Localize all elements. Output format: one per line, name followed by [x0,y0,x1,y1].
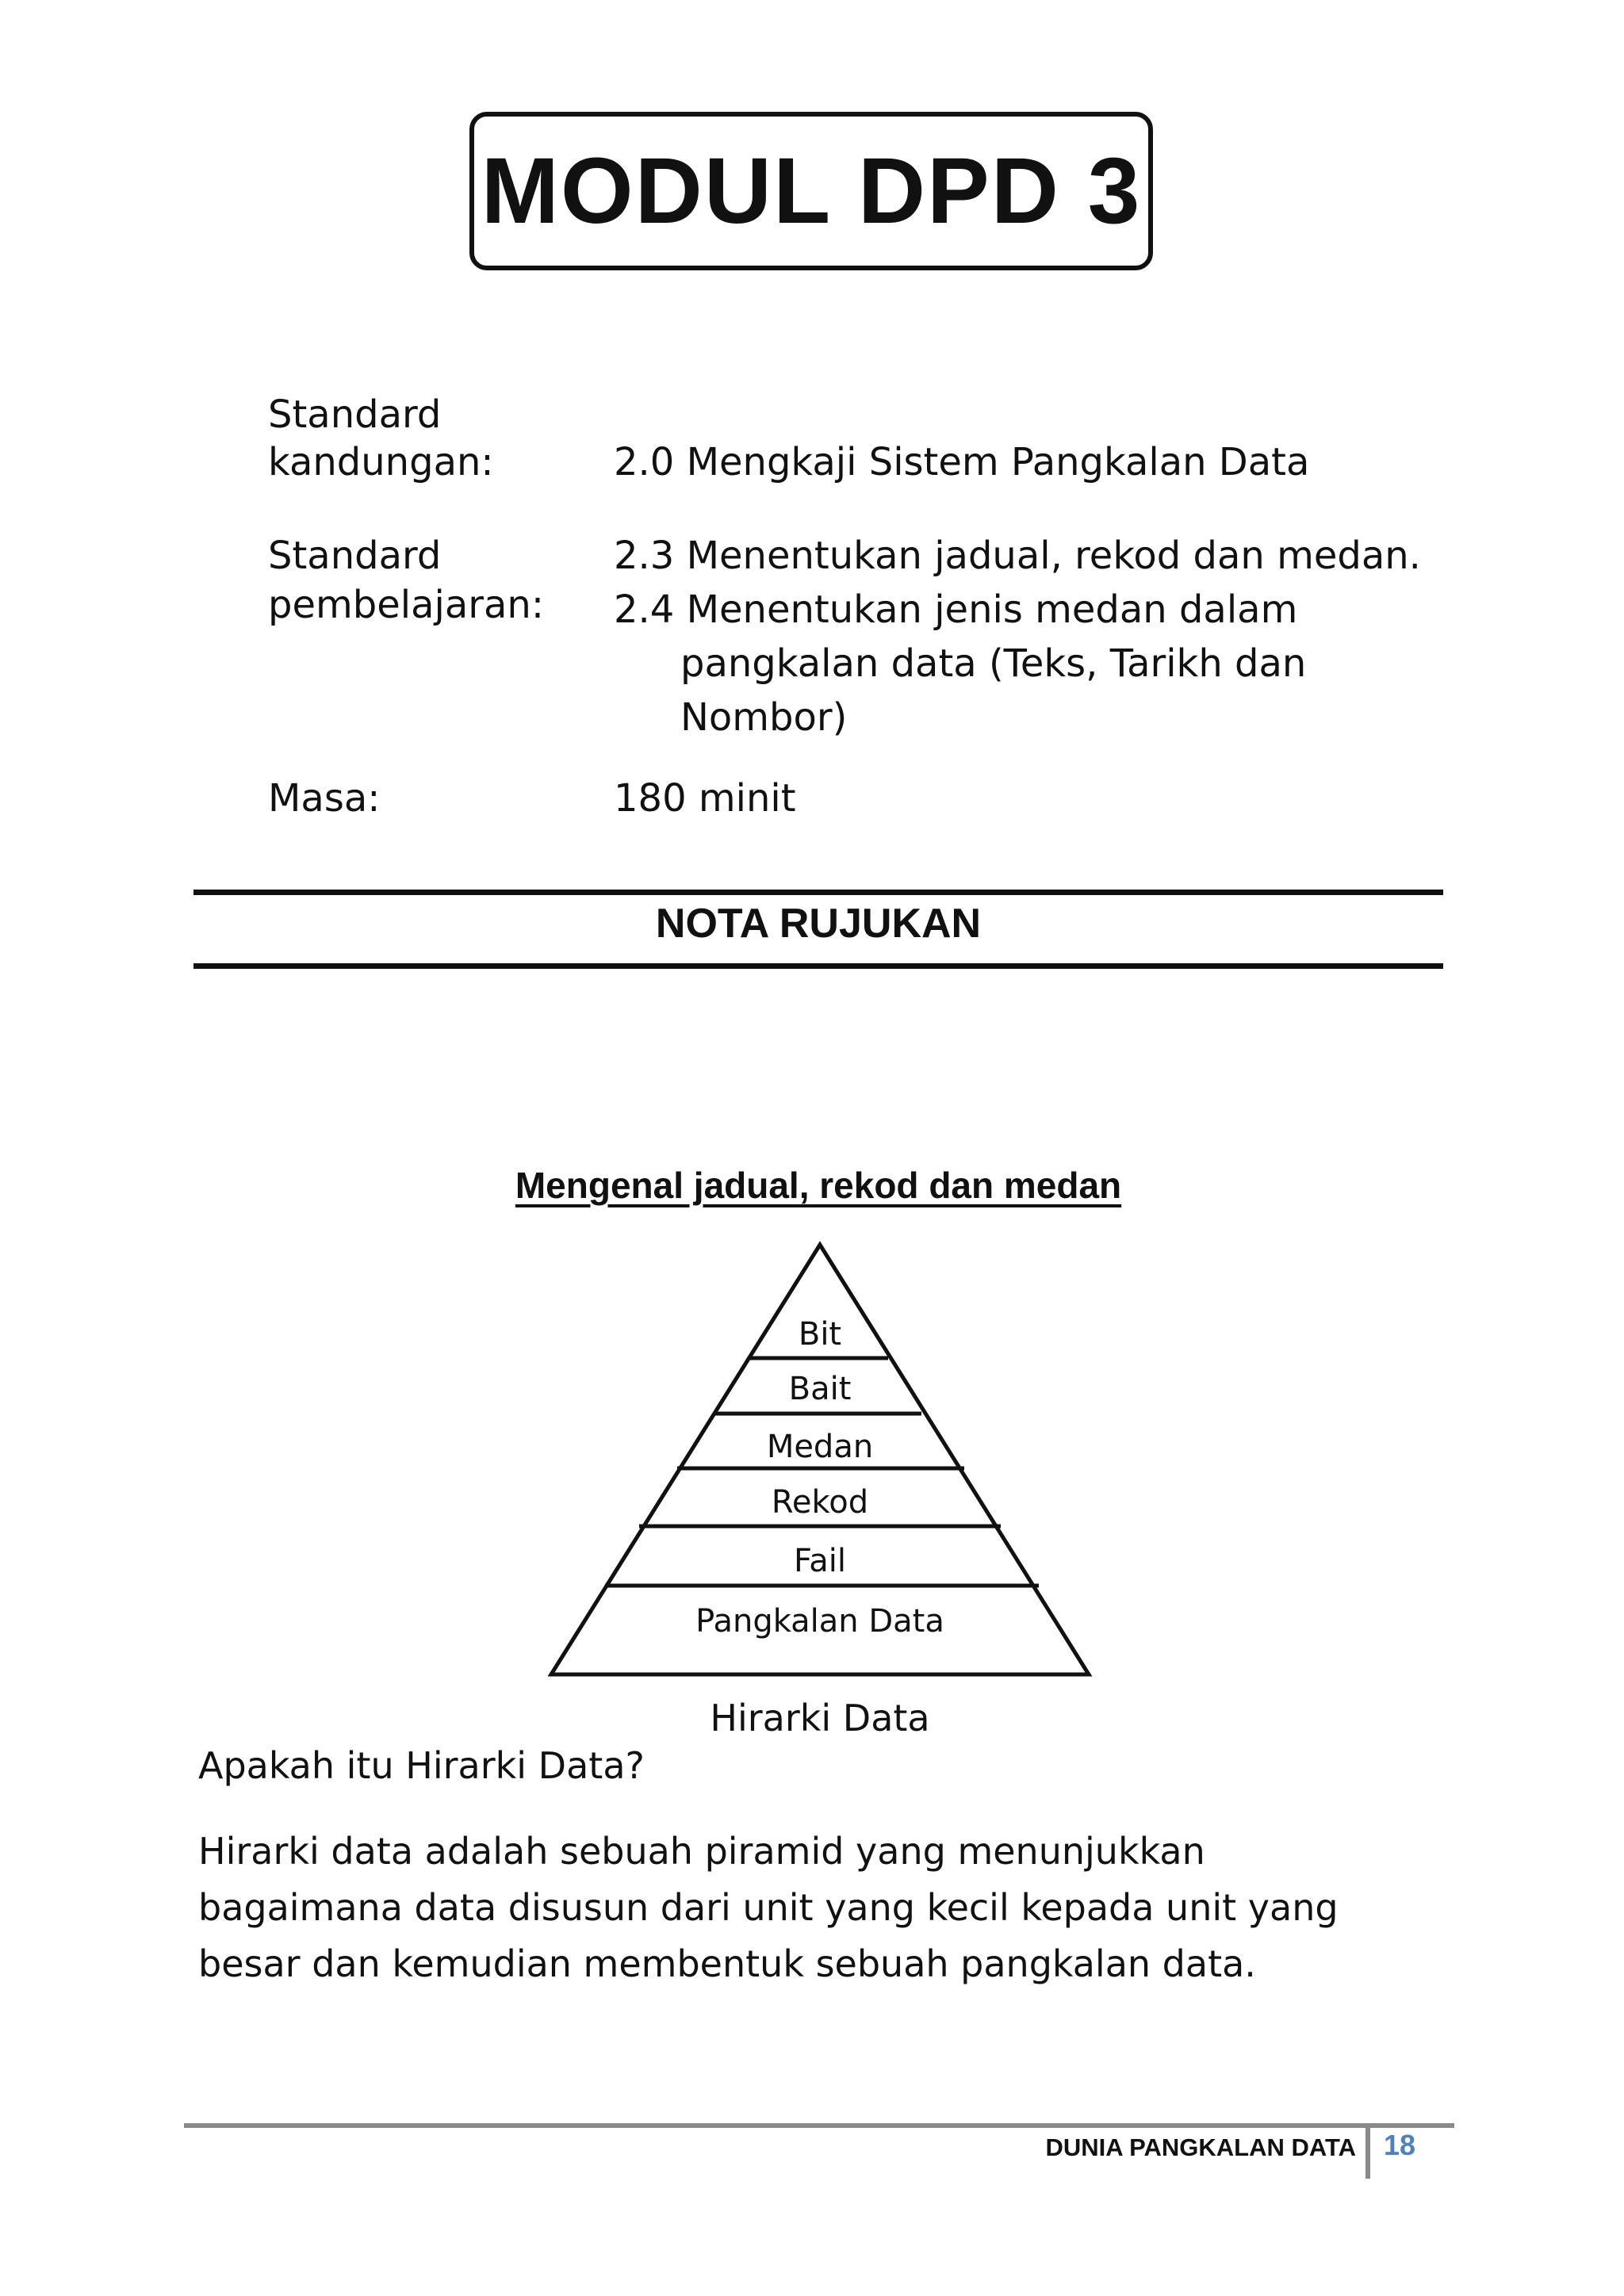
section-heading: NOTA RUJUKAN [655,901,982,947]
footer-separator [1365,2123,1370,2179]
question-text: Apakah itu Hirarki Data? [198,1744,645,1787]
pyramid-caption: Hirarki Data [710,1697,930,1739]
masa-value: 180 minit [614,776,796,821]
page-number: 18 [1384,2129,1416,2161]
paragraph-line: besar dan kemudian membentuk sebuah pangkalan data. [198,1942,1256,1985]
explanation-paragraph [198,1823,1467,1992]
standard-kandungan-value: 2.0 Mengkaji Sistem Pangkalan Data [614,440,1310,484]
footer-rule [184,2123,1454,2128]
standard-kandungan-label-2: kandungan: [268,440,494,484]
pyramid-level-bait: Bait [788,1371,852,1407]
pyramid-level-medan: Medan [766,1429,874,1465]
standard-pembelajaran-value-4: Nombor) [680,695,848,740]
paragraph-line: bagaimana data disusun dari unit yang kecil kepada unit yang [198,1886,1339,1929]
pyramid-level-rekod: Rekod [771,1484,869,1521]
masa-label: Masa: [268,776,381,821]
standard-pembelajaran-value-3: pangkalan data (Teks, Tarikh dan [680,641,1307,686]
subheading: Mengenal jadual, rekod dan medan [515,1165,1122,1206]
standard-pembelajaran-value-1: 2.3 Menentukan jadual, rekod dan medan. [614,534,1421,578]
paragraph-line: Hirarki data adalah sebuah piramid yang menunjukkan [198,1830,1205,1873]
pyramid-level-bit: Bit [798,1316,842,1353]
standard-pembelajaran-value-2: 2.4 Menentukan jenis medan dalam [614,587,1298,632]
standard-kandungan-label: Standard [268,392,442,437]
module-title: MODUL DPD 3 [469,112,1153,270]
standard-pembelajaran-label: Standard [268,534,442,578]
pyramid-level-fail: Fail [793,1543,847,1579]
standard-pembelajaran-label-2: pembelajaran: [268,583,544,627]
footer-title: DUNIA PANGKALAN DATA [1045,2133,1356,2161]
pyramid-level-pangkalan-data: Pangkalan Data [695,1603,944,1640]
